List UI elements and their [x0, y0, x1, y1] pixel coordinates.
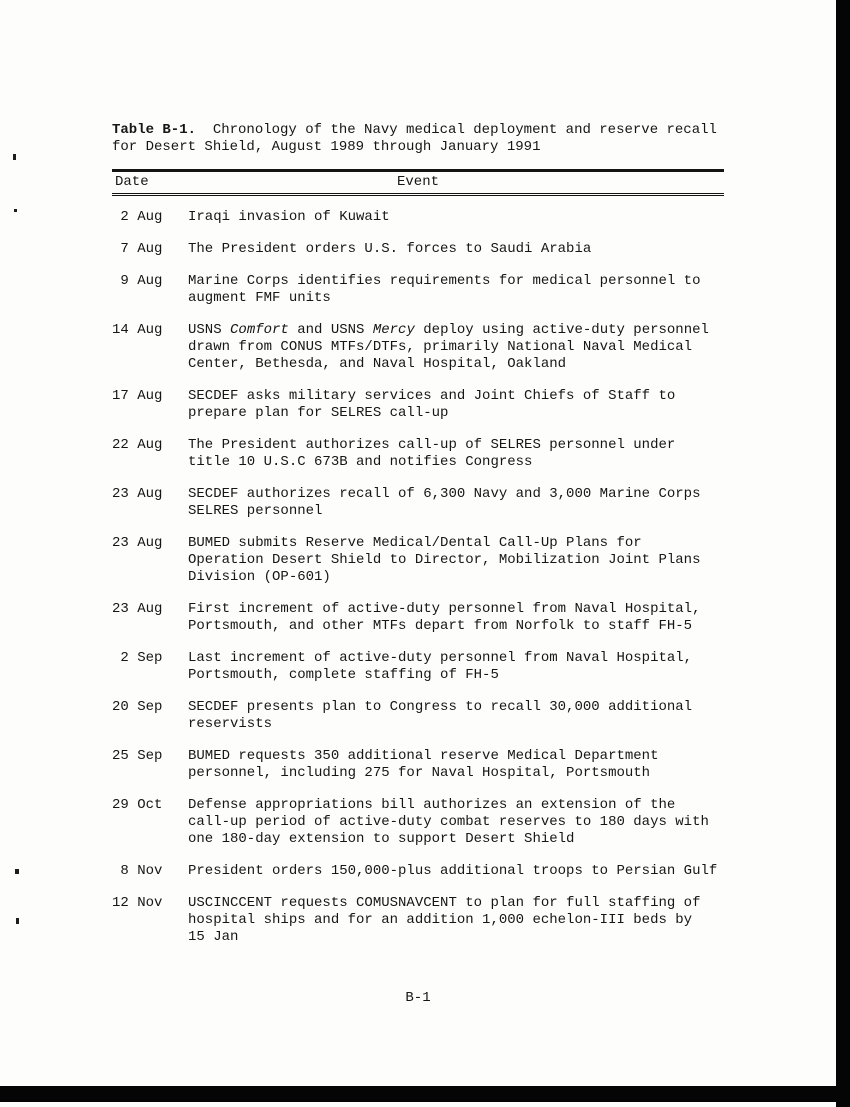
event-line: USNS Comfort and USNS Mercy deploy using active-duty personnel — [188, 322, 709, 338]
row-date: 2 Sep — [112, 650, 163, 666]
event-line: Portsmouth, complete staffing of FH-5 — [188, 667, 499, 683]
scan-speck — [14, 209, 17, 212]
event-line: Iraqi invasion of Kuwait — [188, 209, 390, 225]
row-event — [188, 322, 724, 373]
scan-speck — [15, 869, 19, 874]
row-event — [188, 437, 724, 471]
event-line: The President authorizes call-up of SELRES personnel under — [188, 437, 676, 453]
table-row — [112, 241, 724, 258]
event-line: personnel, including 275 for Naval Hospital, Portsmouth — [188, 765, 651, 781]
table-row — [112, 650, 724, 684]
scan-edge-bottom-bar — [0, 1086, 850, 1102]
row-event — [188, 486, 724, 520]
event-line: Division (OP-601) — [188, 569, 331, 585]
row-event — [188, 241, 724, 258]
column-header-event: Event — [396, 174, 439, 190]
table-row — [112, 437, 724, 471]
row-date: 29 Oct — [112, 797, 163, 813]
table-caption-number: Table B-1. — [112, 122, 197, 138]
table-caption-line2: for Desert Shield, August 1989 through January 1991 — [112, 139, 541, 155]
row-date: 17 Aug — [112, 388, 163, 404]
event-line: augment FMF units — [188, 290, 331, 306]
row-date: 9 Aug — [112, 273, 163, 289]
event-line: reservists — [188, 716, 273, 732]
table-b1 — [112, 122, 724, 961]
row-event — [188, 863, 724, 880]
event-line: Center, Bethesda, and Naval Hospital, Oakland — [188, 356, 567, 372]
row-date: 8 Nov — [112, 863, 163, 879]
scan-edge-right-bar — [836, 0, 850, 1107]
event-line: title 10 U.S.C 673B and notifies Congress — [188, 454, 533, 470]
row-event — [188, 895, 724, 946]
page-number: B-1 — [405, 990, 431, 1006]
event-line: Operation Desert Shield to Director, Mobilization Joint Plans — [188, 552, 701, 568]
event-line: one 180-day extension to support Desert Shield — [188, 831, 575, 847]
event-line: drawn from CONUS MTFs/DTFs, primarily National Naval Medical — [188, 339, 693, 355]
ship-name-italic: Mercy — [372, 322, 415, 338]
table-row — [112, 748, 724, 782]
table-row — [112, 273, 724, 307]
table-row — [112, 601, 724, 635]
row-event — [188, 209, 724, 226]
row-event — [188, 748, 724, 782]
row-event — [188, 535, 724, 586]
row-date: 2 Aug — [112, 209, 163, 225]
table-row — [112, 388, 724, 422]
row-event — [188, 699, 724, 733]
event-line: SECDEF asks military services and Joint Chiefs of Staff to — [188, 388, 676, 404]
row-event — [188, 273, 724, 307]
event-line: 15 Jan — [188, 929, 239, 945]
row-date: 23 Aug — [112, 486, 163, 502]
row-date: 12 Nov — [112, 895, 163, 911]
row-date: 7 Aug — [112, 241, 163, 257]
table-row — [112, 797, 724, 848]
event-line: SELRES personnel — [188, 503, 323, 519]
table-row — [112, 895, 724, 946]
row-event — [188, 601, 724, 635]
row-date: 20 Sep — [112, 699, 163, 715]
event-line: USCINCCENT requests COMUSNAVCENT to plan for full staffing of — [188, 895, 701, 911]
event-line: SECDEF presents plan to Congress to recall 30,000 additional — [188, 699, 693, 715]
scan-speck — [13, 154, 16, 160]
row-event — [188, 650, 724, 684]
row-date: 14 Aug — [112, 322, 163, 338]
table-row — [112, 209, 724, 226]
event-line: Portsmouth, and other MTFs depart from Norfolk to staff FH-5 — [188, 618, 693, 634]
event-line: SECDEF authorizes recall of 6,300 Navy and 3,000 Marine Corps — [188, 486, 701, 502]
table-row — [112, 322, 724, 373]
row-date: 23 Aug — [112, 601, 163, 617]
row-date: 22 Aug — [112, 437, 163, 453]
table-row — [112, 863, 724, 880]
table-row — [112, 699, 724, 733]
row-date: 25 Sep — [112, 748, 163, 764]
scan-speck — [16, 918, 19, 924]
table-header-row — [112, 169, 724, 196]
event-line: Defense appropriations bill authorizes an extension of the — [188, 797, 676, 813]
event-line: Marine Corps identifies requirements for medical personnel to — [188, 273, 701, 289]
event-line: hospital ships and for an addition 1,000 echelon-III beds by — [188, 912, 693, 928]
table-row — [112, 486, 724, 520]
table-rows — [112, 196, 724, 946]
event-line: First increment of active-duty personnel from Naval Hospital, — [188, 601, 701, 617]
event-line: BUMED submits Reserve Medical/Dental Call-Up Plans for — [188, 535, 642, 551]
table-caption-text: Chronology of the Navy medical deployment and reserve recall — [196, 122, 717, 138]
ship-name-italic: Comfort — [230, 322, 289, 338]
table-caption-line1 — [112, 122, 724, 139]
row-date: 23 Aug — [112, 535, 163, 551]
event-line: BUMED requests 350 additional reserve Medical Department — [188, 748, 659, 764]
event-line: The President orders U.S. forces to Saudi Arabia — [188, 241, 592, 257]
column-header-date: Date — [115, 174, 149, 190]
event-line: prepare plan for SELRES call-up — [188, 405, 449, 421]
table-row — [112, 535, 724, 586]
event-line: Last increment of active-duty personnel from Naval Hospital, — [188, 650, 693, 666]
event-line: President orders 150,000-plus additional troops to Persian Gulf — [188, 863, 718, 879]
row-event — [188, 388, 724, 422]
row-event — [188, 797, 724, 848]
event-line: call-up period of active-duty combat reserves to 180 days with — [188, 814, 709, 830]
